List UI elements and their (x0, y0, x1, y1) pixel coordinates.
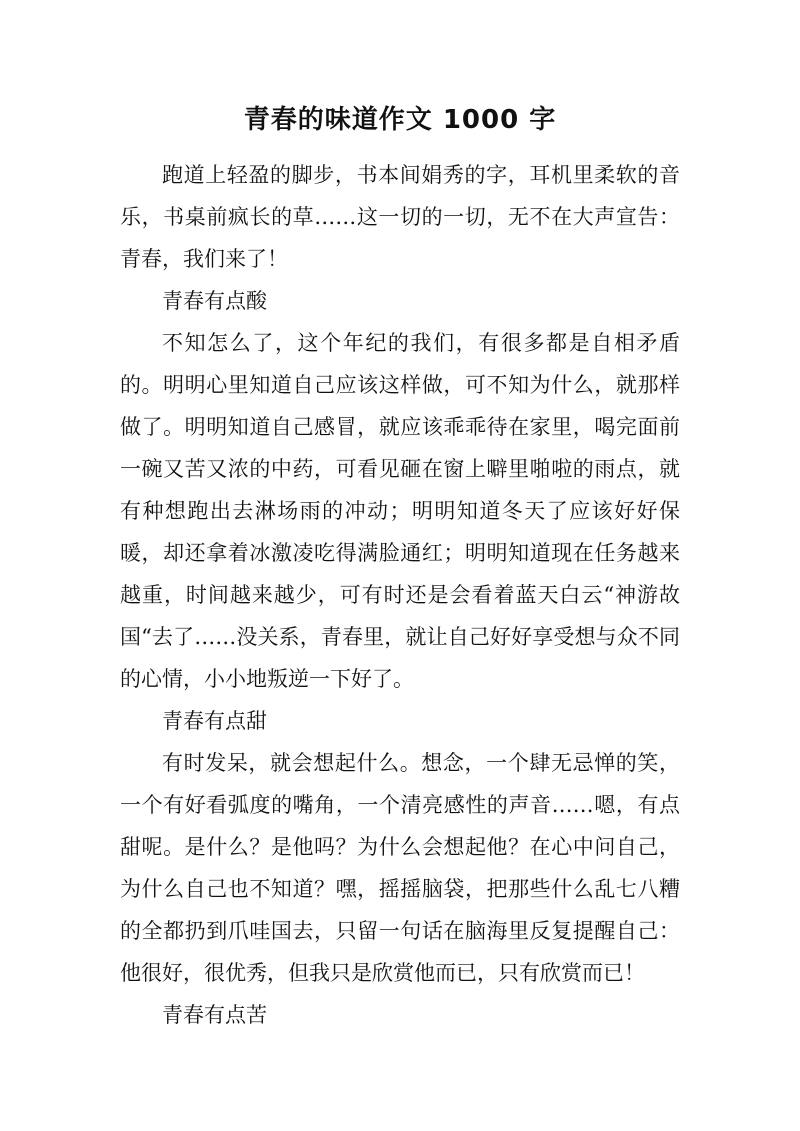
document-body (120, 154, 680, 1036)
section-heading-sour: 青春有点酸 (162, 289, 267, 313)
section-heading-bitter: 青春有点苦 (162, 1003, 267, 1027)
paragraph-sour: 不知怎么了，这个年纪的我们，有很多都是自相矛盾的。明明心里知道自己应该这样做，可不知为什么，就那样做了。明明知道自己感冒，就应该乖乖待在家里，喝完面前一碗又苦又浓的中药，可看见砸在窗上噼里啪啦的雨点，就有种想跑出去淋场雨的冲动；明明知道冬天了应该好好保暖，却还拿着冰激凌吃得满脸通红；明明知道现在任务越来越重，时间越来越少，可有时还是会看着蓝天白云“神游故国“去了……没关系，青春里，就让自己好好享受想与众不同的心情，小小地叛逆一下好了。 (120, 331, 680, 691)
document-title: 青春的味道作文 1000 字 (243, 105, 557, 135)
paragraph-sweet: 有时发呆，就会想起什么。想念，一个肆无忌惮的笑，一个有好看弧度的嘴角，一个清亮感性的声音……嗯，有点甜呢。是什么？是他吗？为什么会想起他？在心中问自己，为什么自己也不知道？嘿，摇摇脑袋，把那些什么乱七八糟的全都扔到爪哇国去，只留一句话在脑海里反复提醒自己：他很好，很优秀，但我只是欣赏他而已，只有欣赏而已！ (120, 751, 680, 985)
section-heading-sweet: 青春有点甜 (162, 709, 267, 733)
paragraph-intro: 跑道上轻盈的脚步，书本间娟秀的字，耳机里柔软的音乐，书桌前疯长的草……这一切的一切，无不在大声宣告：青春，我们来了！ (120, 163, 680, 271)
